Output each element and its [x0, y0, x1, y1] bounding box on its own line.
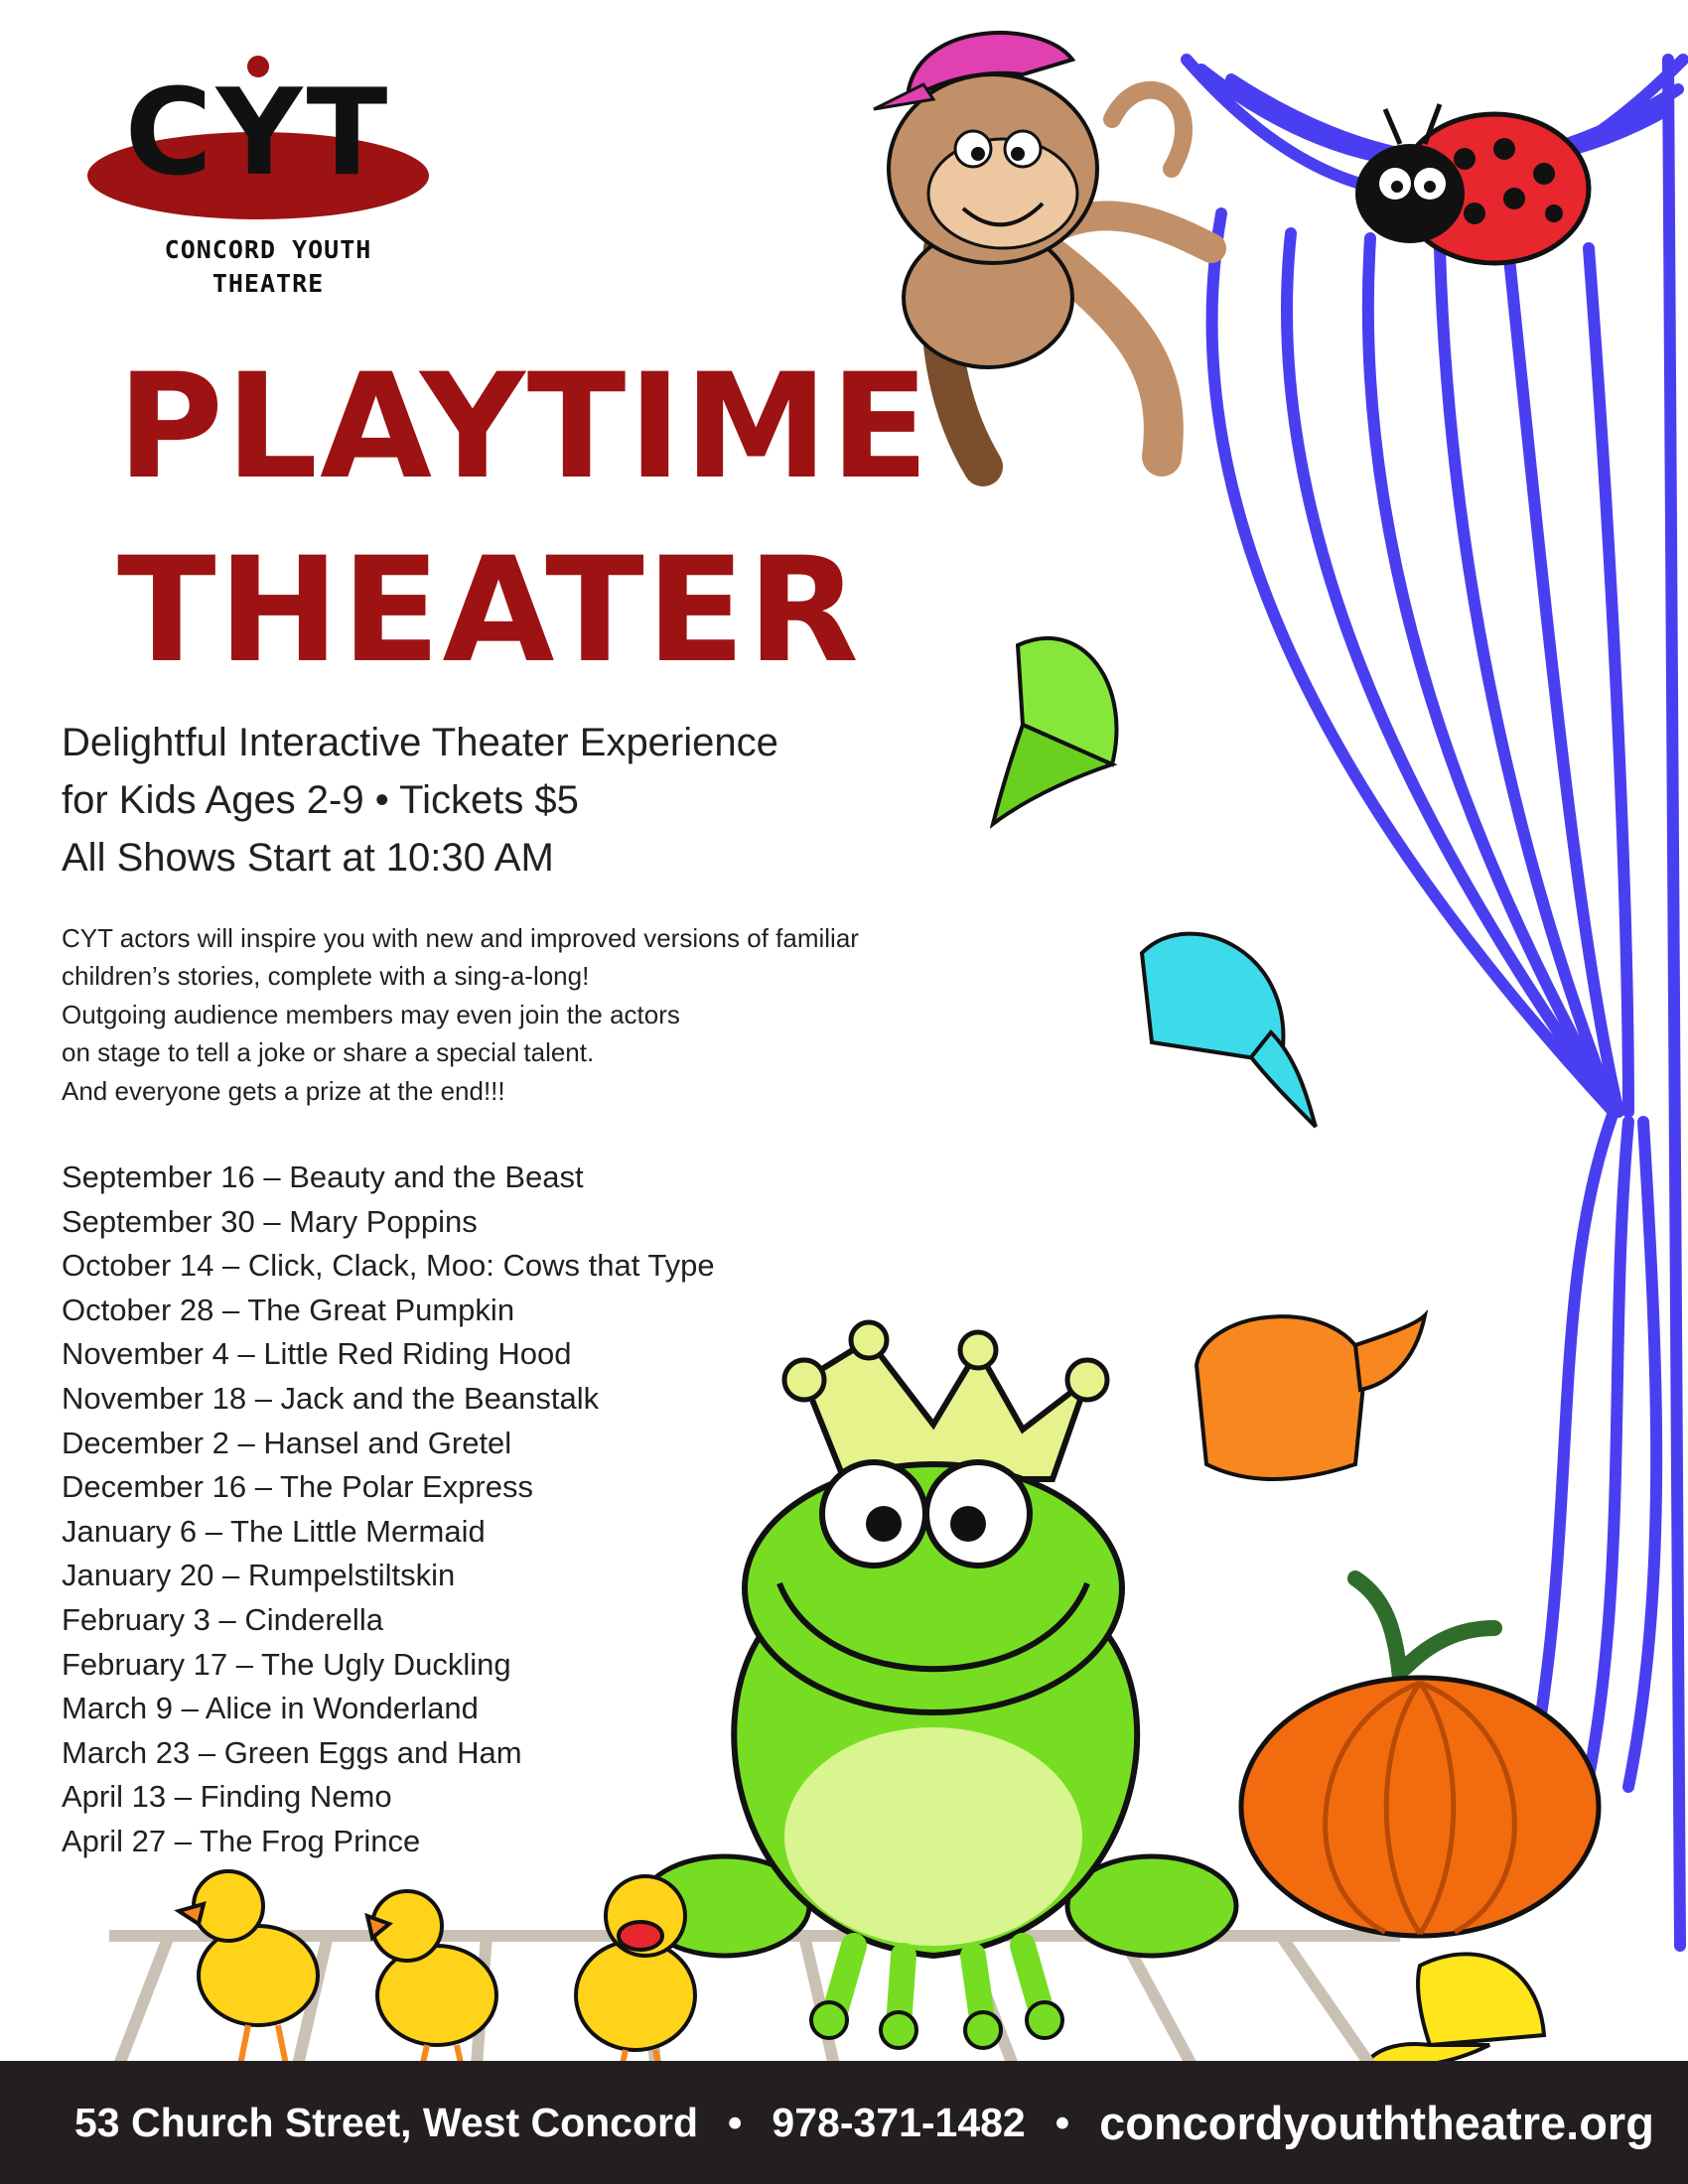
schedule-item: February 3 – Cinderella: [62, 1601, 383, 1637]
green-hat-illustration: [993, 625, 1142, 824]
show-schedule: [62, 1156, 715, 1864]
description-line: on stage to tell a joke or share a special talent.: [62, 1037, 595, 1067]
schedule-item: March 9 – Alice in Wonderland: [62, 1691, 479, 1726]
logo-mark-text: CYT: [124, 65, 392, 203]
schedule-item: January 6 – The Little Mermaid: [62, 1513, 486, 1549]
schedule-item: September 16 – Beauty and the Beast: [62, 1160, 584, 1194]
logo-name-line2: THEATRE: [211, 269, 325, 298]
logo-name-line1: CONCORD YOUTH: [164, 235, 372, 264]
schedule-item: December 16 – The Polar Express: [62, 1469, 533, 1505]
schedule-item: January 20 – Rumpelstiltskin: [62, 1558, 456, 1593]
schedule-item: November 18 – Jack and the Beanstalk: [62, 1380, 600, 1416]
description-line: Outgoing audience members may even join the actors: [62, 1000, 680, 1029]
cyt-logo: [79, 55, 427, 303]
description-line: CYT actors will inspire you with new and improved versions of familiar: [62, 923, 859, 953]
description-line: children’s stories, complete with a sing-a-long!: [62, 961, 590, 991]
footer-bar: [0, 2061, 1688, 2184]
footer-separator: •: [1055, 2099, 1070, 2145]
schedule-item: September 30 – Mary Poppins: [62, 1203, 478, 1239]
footer-phone[interactable]: 978-371-1482: [772, 2099, 1026, 2145]
pumpkin-illustration: [1236, 1569, 1604, 1946]
cyan-hat-illustration: [1122, 913, 1311, 1132]
schedule-item: April 27 – The Frog Prince: [62, 1823, 421, 1858]
logo-name: [119, 233, 417, 301]
schedule-item: February 17 – The Ugly Duckling: [62, 1646, 511, 1682]
schedule-item: December 2 – Hansel and Gretel: [62, 1425, 512, 1460]
footer-address: 53 Church Street, West Concord: [74, 2099, 699, 2145]
footer-website-link[interactable]: concordyouththeatre.org: [1099, 2096, 1654, 2149]
title-line2: THEATER: [117, 526, 861, 695]
ladybug-illustration: [1345, 89, 1604, 288]
cyt-logo-mark: [79, 55, 427, 233]
description-line: And everyone gets a prize at the end!!!: [62, 1076, 505, 1106]
title-line1: PLAYTIME: [117, 342, 931, 511]
subtitle-line1: Delightful Interactive Theater Experience: [62, 721, 778, 764]
schedule-item: April 13 – Finding Nemo: [62, 1779, 392, 1815]
schedule-item: November 4 – Little Red Riding Hood: [62, 1336, 572, 1372]
subtitle-line2: for Kids Ages 2-9 • Tickets $5: [62, 778, 579, 822]
subtitle-line3: All Shows Start at 10:30 AM: [62, 836, 554, 880]
frog-prince-illustration: [635, 1320, 1251, 2075]
schedule-item: October 28 – The Great Pumpkin: [62, 1292, 515, 1327]
schedule-item: October 14 – Click, Clack, Moo: Cows that Type: [62, 1248, 715, 1284]
schedule-item: March 23 – Green Eggs and Ham: [62, 1734, 522, 1770]
footer-separator: •: [728, 2099, 743, 2145]
